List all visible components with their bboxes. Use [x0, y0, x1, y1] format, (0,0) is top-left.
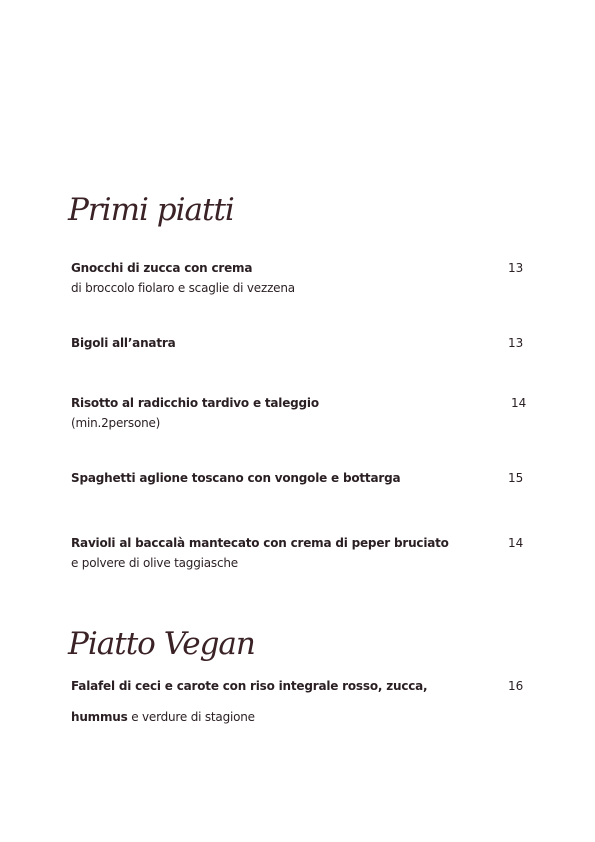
dish-name: Gnocchi di zucca con crema: [71, 261, 253, 275]
section-title-piatto-vegan: Piatto Vegan: [68, 626, 255, 662]
dish-price: 13: [508, 336, 524, 350]
dish-description: e polvere di olive taggiasche: [71, 556, 238, 570]
dish-price: 14: [511, 396, 527, 410]
dish-price: 15: [508, 471, 524, 485]
section-title-primi-piatti: Primi piatti: [68, 192, 234, 228]
dish-description: (min.2persone): [71, 416, 161, 430]
dish-description-text: e verdure di stagione: [127, 710, 255, 724]
dish-description-bold: hummus: [71, 710, 128, 724]
dish-description: [71, 710, 255, 724]
dish-price: 13: [508, 261, 524, 275]
dish-name: Bigoli all’anatra: [71, 336, 176, 350]
dish-price: 16: [508, 679, 524, 693]
dish-name: Risotto al radicchio tardivo e taleggio: [71, 396, 319, 410]
dish-name: Falafel di ceci e carote con riso integrale rosso, zucca,: [71, 679, 428, 693]
dish-name: Ravioli al baccalà mantecato con crema di peper bruciato: [71, 536, 449, 550]
dish-name: Spaghetti aglione toscano con vongole e bottarga: [71, 471, 401, 485]
dish-description: di broccolo fiolaro e scaglie di vezzena: [71, 281, 295, 295]
dish-price: 14: [508, 536, 524, 550]
